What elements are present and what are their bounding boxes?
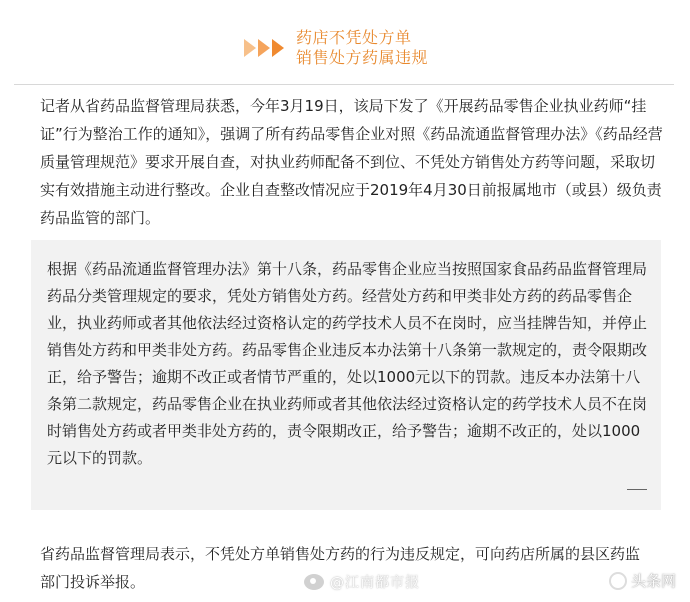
weibo-watermark xyxy=(304,572,420,592)
weibo-icon xyxy=(304,574,324,590)
quote-end-dash xyxy=(627,489,647,490)
paragraph-intro: 记者从省药品监督管理局获悉，今年3月19日，该局下发了《开展药品零售企业执业药师“挂证”行为整治工作的通知》，强调了所有药品零售企业对照《药品流通监督管理办法》《药品经营质量管理规范》要求开展自查，对执业药师配备不到位、不凭处方销售处方药等问题，采取切实有效措施主动进行整改。企业自查整改情况应于2019年4月30日前报属地市（或县）级负责药品监管的部门。 xyxy=(40,97,663,227)
divider xyxy=(14,84,674,85)
article-header xyxy=(244,23,428,73)
chevron-decoration-icon xyxy=(244,39,286,57)
logo-text: 头条网 xyxy=(630,572,676,590)
chevron-icon xyxy=(272,39,284,57)
watermark-text: @江南都市报 xyxy=(330,575,420,591)
title-line-2: 销售处方药属违规 xyxy=(296,48,429,67)
chevron-icon xyxy=(244,39,256,57)
paragraph-closing: 省药品监督管理局表示，不凭处方单销售处方药的行为违反规定，可向药店所属的县区药监部门投诉举报。 xyxy=(40,545,641,591)
site-logo xyxy=(609,570,676,591)
chevron-icon xyxy=(258,39,270,57)
quote-block xyxy=(31,240,661,510)
section-title xyxy=(296,28,428,68)
quote-text: 根据《药品流通监督管理办法》第十八条，药品零售企业应当按照国家食品药品监督管理局药品分类管理规定的要求，凭处方销售处方药。经营处方药和甲类非处方药的药品零售企业，执业药师或者其他依法经过资格认定的药学技术人员不在岗时，应当挂牌告知，并停止销售处方药和甲类非处方药。药品零售企业违反本办法第十八条第一款规定的，责令限期改正，给予警告；逾期不改正或者情节严重的，处以1000元以下的罚款。违反本办法第十八条第二款规定，药品零售企业在执业药师或者其他依法经过资格认定的药学技术人员不在岗时销售处方药或者甲类非处方药的，责令限期改正，给予警告；逾期不改正的，处以1000元以下的罚款。 xyxy=(47,260,648,467)
logo-icon xyxy=(609,572,627,590)
title-line-1: 药店不凭处方单 xyxy=(296,28,412,47)
